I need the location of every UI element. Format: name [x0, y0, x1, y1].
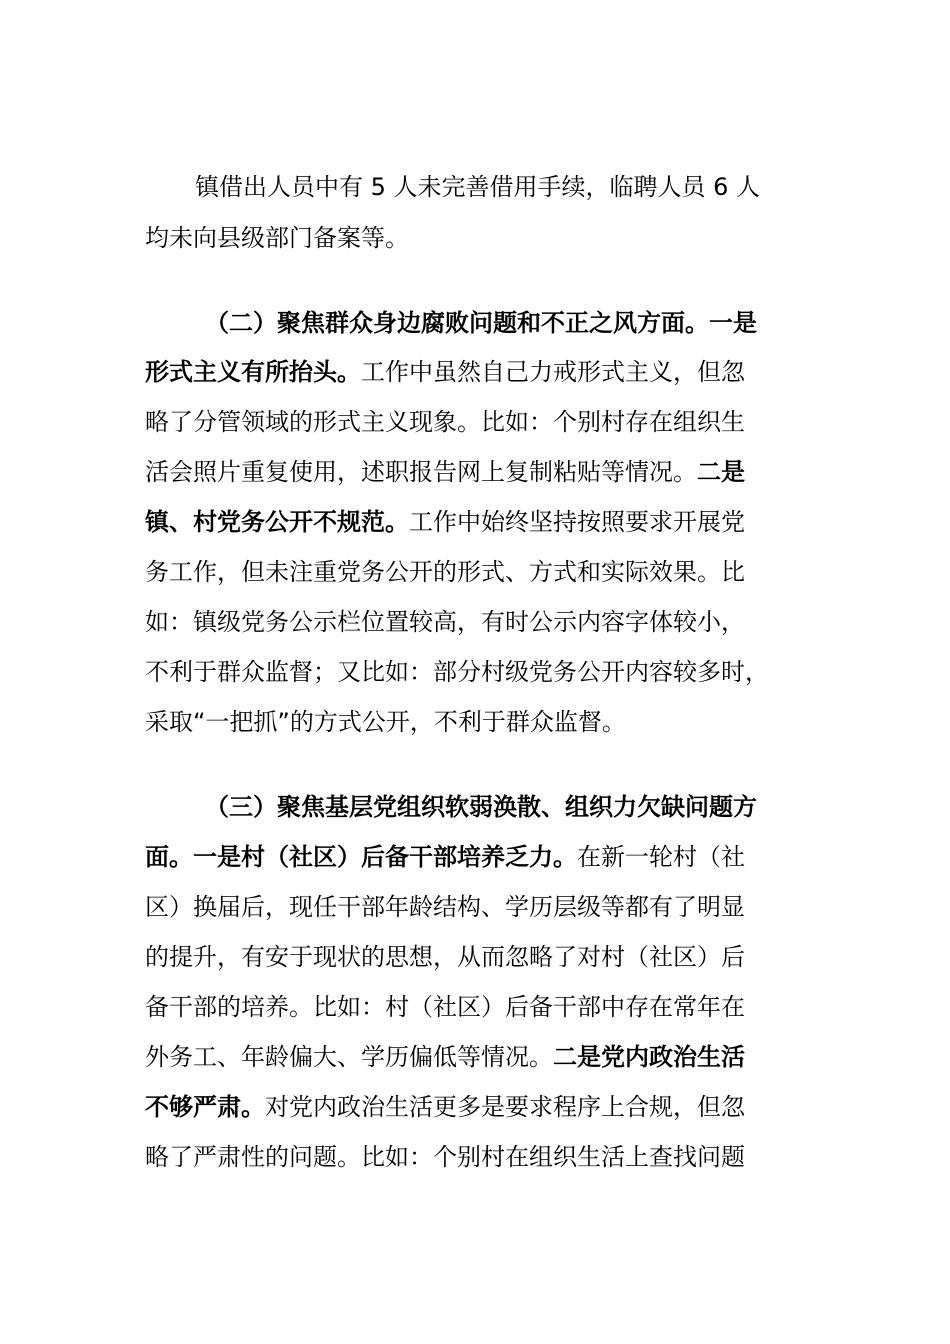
text-line	[145, 452, 810, 492]
text-segment: 二是	[697, 458, 745, 486]
text-segment: 采取“一把抓”的方式公开，不利于群众监督。	[145, 708, 626, 736]
text-segment: 面。一是村（社区）后备干部培养乏力。	[145, 843, 577, 871]
text-segment: 工作中始终坚持按照要求开展党	[409, 508, 745, 536]
text-segment: 均未向县级部门备案等。	[145, 224, 409, 252]
text-segment: 在新一轮村（社	[577, 843, 745, 871]
text-line	[145, 1137, 810, 1177]
text-segment: 备干部的培养。比如：村（社区）后备干部中存在常年在	[145, 993, 745, 1021]
text-segment: 外务工、年龄偏大、学历偏低等情况。	[145, 1043, 553, 1071]
text-segment: 如：镇级党务公示栏位置较高，有时公示内容字体较小，	[145, 608, 745, 636]
text-line	[145, 1037, 810, 1077]
text-line	[145, 502, 810, 542]
section-heading-2	[145, 303, 870, 343]
text-line	[145, 937, 810, 977]
text-segment: 工作中虽然自己力戒形式主义，但忽	[361, 358, 745, 386]
text-segment: （三）聚焦基层党组织软弱涣散、组织力欠缺问题方	[205, 793, 757, 821]
text-segment: 务工作，但未注重党务公开的形式、方式和实际效果。比	[145, 558, 745, 586]
text-line	[145, 402, 810, 442]
text-line	[145, 552, 810, 592]
text-segment: 的提升，有安于现状的思想，从而忽略了对村（社区）后	[145, 943, 745, 971]
text-line	[145, 1087, 810, 1127]
section-heading-3	[145, 787, 870, 827]
text-line	[145, 352, 810, 392]
text-segment: 镇借出人员中有 5 人未完善借用手续，临聘人员 6 人	[195, 173, 761, 201]
text-line	[145, 837, 810, 877]
text-segment: 不够严肃。	[145, 1093, 265, 1121]
text-segment: 镇、村党务公开不规范。	[145, 508, 409, 536]
text-segment: 略了分管领域的形式主义现象。比如：个别村存在组织生	[145, 408, 745, 436]
text-line	[145, 987, 810, 1027]
text-segment: 活会照片重复使用，述职报告网上复制粘贴等情况。	[145, 458, 697, 486]
text-line	[145, 218, 810, 258]
text-line	[145, 887, 810, 927]
text-line	[145, 602, 810, 642]
text-segment: 形式主义有所抬头。	[145, 358, 361, 386]
text-segment: 二是党内政治生活	[553, 1043, 745, 1071]
text-line	[145, 167, 860, 207]
text-segment: 略了严肃性的问题。比如：个别村在组织生活上查找问题	[145, 1143, 745, 1171]
text-segment: 不利于群众监督；又比如：部分村级党务公开内容较多时，	[145, 658, 769, 686]
text-line	[145, 702, 810, 742]
text-segment: 区）换届后，现任干部年龄结构、学历层级等都有了明显	[145, 893, 745, 921]
text-segment: 对党内政治生活更多是要求程序上合规，但忽	[265, 1093, 745, 1121]
text-line	[145, 652, 810, 692]
text-segment: （二）聚焦群众身边腐败问题和不正之风方面。一是	[205, 309, 757, 337]
